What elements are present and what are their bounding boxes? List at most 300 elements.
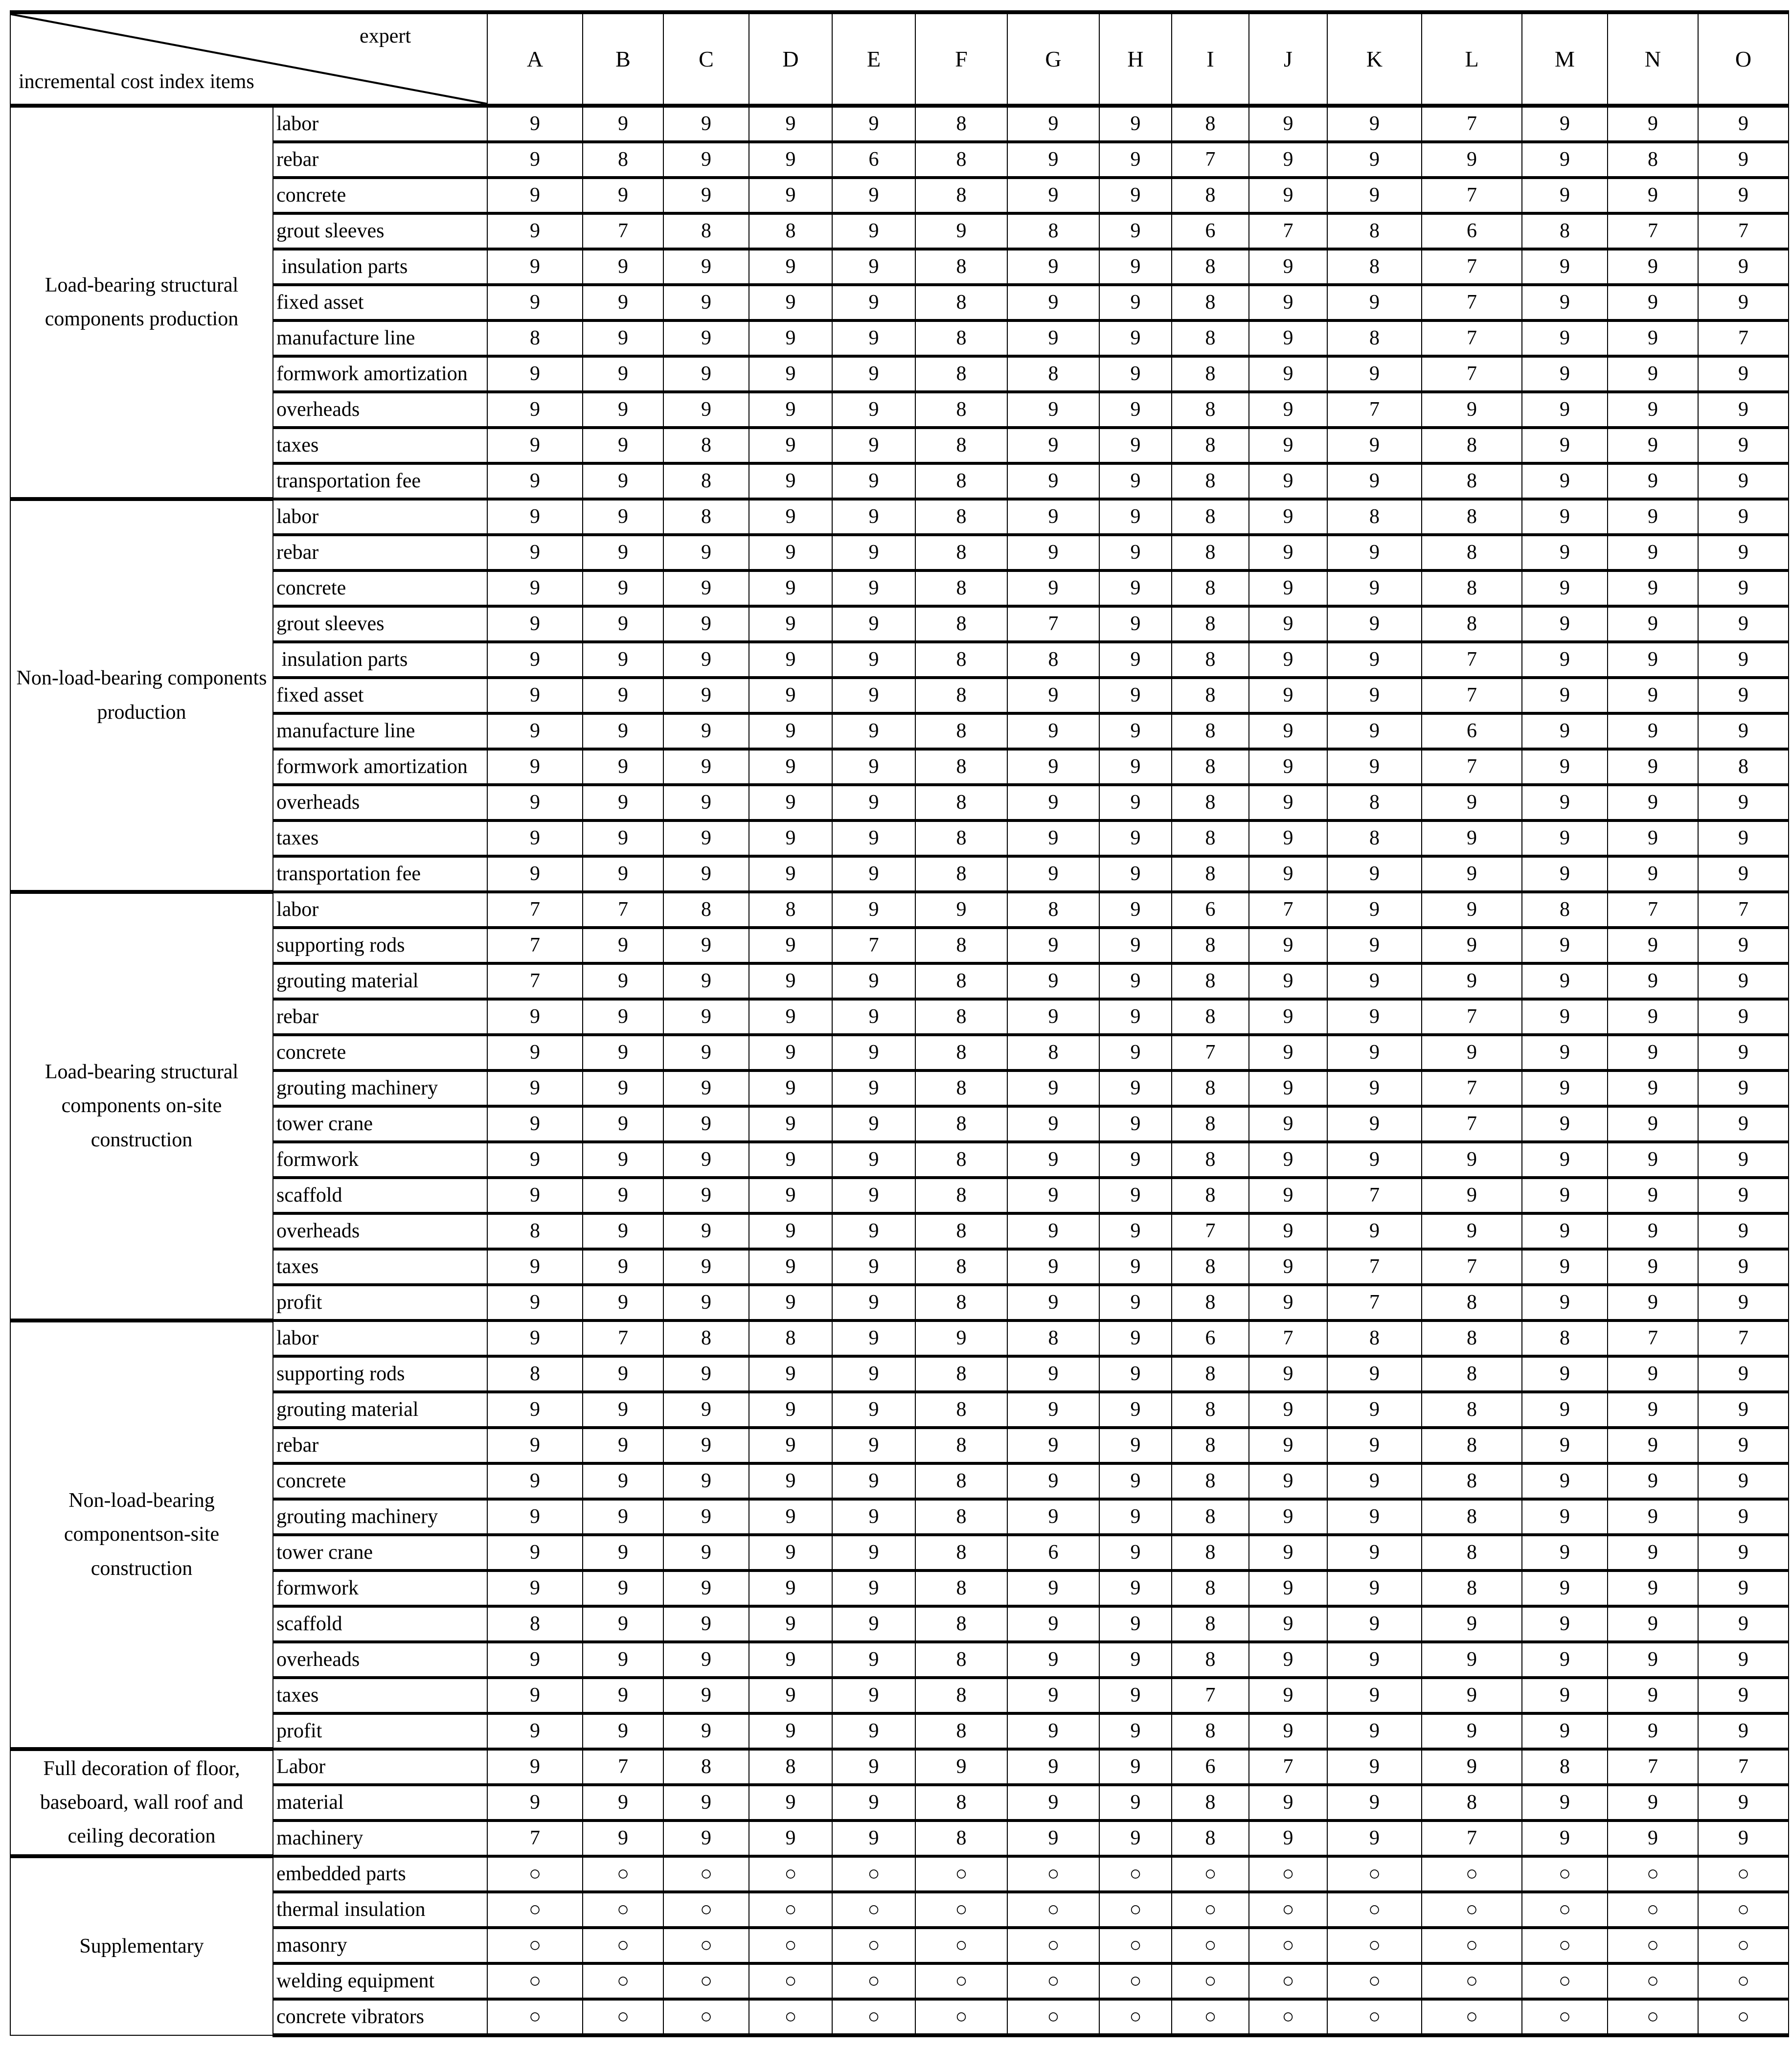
score-cell: 9 bbox=[749, 1821, 832, 1856]
score-cell: 7 bbox=[1422, 1070, 1522, 1106]
score-cell: 9 bbox=[1249, 606, 1327, 642]
score-cell: 8 bbox=[1172, 1463, 1249, 1499]
score-cell: 9 bbox=[1608, 963, 1698, 999]
score-cell: 9 bbox=[583, 1678, 663, 1713]
score-cell: 8 bbox=[487, 320, 583, 356]
score-cell: 8 bbox=[1327, 820, 1422, 856]
score-cell: ○ bbox=[1327, 1892, 1422, 1928]
score-cell: 9 bbox=[1327, 606, 1422, 642]
score-cell: 9 bbox=[1007, 1570, 1099, 1606]
score-cell: 8 bbox=[915, 1535, 1007, 1570]
score-cell: 9 bbox=[832, 570, 915, 606]
score-cell: 7 bbox=[1422, 356, 1522, 392]
score-cell: 7 bbox=[1422, 1106, 1522, 1142]
score-cell: 7 bbox=[487, 963, 583, 999]
score-cell: 9 bbox=[1522, 106, 1608, 142]
score-cell: 9 bbox=[1698, 1570, 1789, 1606]
score-cell: 9 bbox=[1608, 1070, 1698, 1106]
score-cell: 8 bbox=[1422, 1785, 1522, 1821]
score-cell: 9 bbox=[749, 463, 832, 499]
table-row bbox=[10, 213, 1789, 249]
score-cell: 9 bbox=[832, 1428, 915, 1463]
score-cell: 9 bbox=[663, 749, 749, 785]
score-cell: 9 bbox=[1099, 249, 1172, 285]
score-cell: 9 bbox=[915, 213, 1007, 249]
score-cell: 9 bbox=[1608, 749, 1698, 785]
cost-item-cell: grouting material bbox=[273, 963, 487, 999]
table-row bbox=[10, 1821, 1789, 1856]
score-cell: 9 bbox=[1422, 820, 1522, 856]
score-cell: 9 bbox=[1698, 463, 1789, 499]
score-cell: 9 bbox=[1698, 499, 1789, 535]
cost-item-cell: embedded parts bbox=[273, 1856, 487, 1892]
score-cell: 9 bbox=[832, 249, 915, 285]
score-cell: 9 bbox=[1249, 356, 1327, 392]
score-cell: 9 bbox=[1099, 285, 1172, 320]
score-cell: 9 bbox=[583, 1356, 663, 1392]
score-cell: 9 bbox=[1698, 1213, 1789, 1249]
score-cell: 9 bbox=[1608, 1463, 1698, 1499]
score-cell: 9 bbox=[832, 999, 915, 1035]
score-cell: 9 bbox=[1608, 713, 1698, 749]
score-cell: 9 bbox=[1327, 1606, 1422, 1642]
table-row bbox=[10, 749, 1789, 785]
score-cell: 9 bbox=[1698, 1035, 1789, 1070]
score-cell: 9 bbox=[832, 178, 915, 213]
score-cell: 9 bbox=[1249, 928, 1327, 963]
table-row bbox=[10, 928, 1789, 963]
score-cell: 9 bbox=[663, 1285, 749, 1320]
score-cell: 9 bbox=[1522, 1356, 1608, 1392]
score-cell: 9 bbox=[1608, 1785, 1698, 1821]
score-cell: 9 bbox=[663, 356, 749, 392]
score-cell: 8 bbox=[1698, 749, 1789, 785]
score-cell: 9 bbox=[487, 1570, 583, 1606]
score-cell: ○ bbox=[1099, 1963, 1172, 1999]
score-cell: 8 bbox=[1172, 1070, 1249, 1106]
score-cell: 9 bbox=[1007, 463, 1099, 499]
score-cell: 9 bbox=[583, 356, 663, 392]
score-cell: 9 bbox=[663, 642, 749, 678]
score-cell: 9 bbox=[1698, 1070, 1789, 1106]
score-cell: 9 bbox=[663, 178, 749, 213]
score-cell: 8 bbox=[1007, 213, 1099, 249]
cost-item-cell: masonry bbox=[273, 1928, 487, 1963]
score-cell: 9 bbox=[487, 178, 583, 213]
score-cell: 9 bbox=[832, 1320, 915, 1356]
expert-column-header: M bbox=[1522, 12, 1608, 106]
score-cell: ○ bbox=[832, 1856, 915, 1892]
score-cell: 9 bbox=[487, 249, 583, 285]
score-cell: 8 bbox=[915, 320, 1007, 356]
score-cell: 6 bbox=[1172, 892, 1249, 928]
score-cell: 9 bbox=[583, 1070, 663, 1106]
score-cell: 9 bbox=[1099, 142, 1172, 178]
score-cell: 9 bbox=[583, 392, 663, 428]
score-cell: 9 bbox=[1698, 1392, 1789, 1428]
table-row bbox=[10, 1535, 1789, 1570]
score-cell: 8 bbox=[663, 1320, 749, 1356]
score-cell: 9 bbox=[663, 1070, 749, 1106]
score-cell: 9 bbox=[749, 1713, 832, 1749]
score-cell: ○ bbox=[1172, 1928, 1249, 1963]
score-cell: 9 bbox=[487, 713, 583, 749]
score-cell: ○ bbox=[1422, 1999, 1522, 2035]
score-cell: ○ bbox=[1327, 1999, 1422, 2035]
score-cell: 9 bbox=[832, 428, 915, 463]
score-cell: 9 bbox=[663, 249, 749, 285]
score-cell: 9 bbox=[1608, 1213, 1698, 1249]
score-cell: 8 bbox=[1327, 785, 1422, 820]
score-cell: 9 bbox=[1099, 570, 1172, 606]
cost-item-cell: rebar bbox=[273, 1428, 487, 1463]
score-cell: 9 bbox=[1249, 1713, 1327, 1749]
score-cell: 8 bbox=[1172, 1106, 1249, 1142]
score-cell: 8 bbox=[1422, 1320, 1522, 1356]
cost-item-cell: taxes bbox=[273, 428, 487, 463]
score-cell: 9 bbox=[832, 1213, 915, 1249]
score-cell: 7 bbox=[1172, 142, 1249, 178]
score-cell: 8 bbox=[915, 142, 1007, 178]
score-cell: ○ bbox=[915, 1856, 1007, 1892]
score-cell: 9 bbox=[583, 249, 663, 285]
cost-item-cell: supporting rods bbox=[273, 928, 487, 963]
score-cell: 9 bbox=[583, 1428, 663, 1463]
score-cell: 9 bbox=[1007, 1356, 1099, 1392]
score-cell: 8 bbox=[915, 820, 1007, 856]
cost-item-cell: thermal insulation bbox=[273, 1892, 487, 1928]
score-cell: 8 bbox=[915, 856, 1007, 892]
score-cell: 7 bbox=[1422, 1249, 1522, 1285]
score-cell: 9 bbox=[1608, 1535, 1698, 1570]
score-cell: 9 bbox=[1422, 142, 1522, 178]
expert-column-header: J bbox=[1249, 12, 1327, 106]
score-cell: 9 bbox=[1608, 570, 1698, 606]
score-cell: ○ bbox=[1422, 1856, 1522, 1892]
table-row bbox=[10, 678, 1789, 713]
corner-header-cell bbox=[10, 12, 487, 106]
score-cell: 8 bbox=[1422, 606, 1522, 642]
score-cell: 8 bbox=[1522, 1320, 1608, 1356]
score-cell: ○ bbox=[487, 1892, 583, 1928]
score-cell: 9 bbox=[1608, 106, 1698, 142]
cost-item-cell: concrete bbox=[273, 178, 487, 213]
score-cell: 9 bbox=[1608, 178, 1698, 213]
score-cell: 7 bbox=[1422, 999, 1522, 1035]
score-cell: 7 bbox=[1698, 1749, 1789, 1785]
score-cell: 8 bbox=[915, 1285, 1007, 1320]
score-cell: 9 bbox=[1099, 428, 1172, 463]
score-cell: ○ bbox=[1422, 1928, 1522, 1963]
score-cell: 9 bbox=[1522, 785, 1608, 820]
score-cell: ○ bbox=[1007, 1928, 1099, 1963]
score-cell: 9 bbox=[1249, 1285, 1327, 1320]
category-group-cell: Non-load-bearing componentson-site construction bbox=[10, 1320, 273, 1749]
score-cell: 8 bbox=[915, 1570, 1007, 1606]
score-cell: 9 bbox=[1327, 999, 1422, 1035]
score-cell: 9 bbox=[1249, 856, 1327, 892]
score-cell: 8 bbox=[1522, 213, 1608, 249]
score-cell: 9 bbox=[1608, 1678, 1698, 1713]
score-cell: 8 bbox=[487, 1213, 583, 1249]
cost-item-cell: Labor bbox=[273, 1749, 487, 1785]
expert-column-header: L bbox=[1422, 12, 1522, 106]
score-cell: 9 bbox=[1007, 1142, 1099, 1178]
score-cell: 9 bbox=[1007, 1785, 1099, 1821]
score-cell: 9 bbox=[1698, 1785, 1789, 1821]
score-cell: 9 bbox=[749, 749, 832, 785]
score-cell: ○ bbox=[1522, 1928, 1608, 1963]
score-cell: 8 bbox=[1172, 1392, 1249, 1428]
score-cell: ○ bbox=[663, 1963, 749, 1999]
score-cell: 8 bbox=[915, 1356, 1007, 1392]
score-cell: 8 bbox=[1172, 606, 1249, 642]
score-cell: 9 bbox=[583, 1463, 663, 1499]
score-cell: 9 bbox=[1007, 1749, 1099, 1785]
score-cell: 9 bbox=[749, 570, 832, 606]
score-cell: ○ bbox=[749, 1892, 832, 1928]
score-cell: 9 bbox=[1698, 1356, 1789, 1392]
score-cell: 9 bbox=[583, 785, 663, 820]
score-cell: 8 bbox=[1327, 213, 1422, 249]
score-cell: 9 bbox=[1007, 856, 1099, 892]
score-cell: ○ bbox=[1698, 1892, 1789, 1928]
score-cell: 9 bbox=[1099, 1178, 1172, 1213]
cost-item-cell: insulation parts bbox=[273, 249, 487, 285]
score-cell: 9 bbox=[1099, 999, 1172, 1035]
score-cell: 9 bbox=[1249, 785, 1327, 820]
score-cell: 8 bbox=[749, 892, 832, 928]
score-cell: 8 bbox=[915, 106, 1007, 142]
score-cell: 8 bbox=[1422, 1392, 1522, 1428]
score-cell: 8 bbox=[487, 1356, 583, 1392]
cost-item-cell: labor bbox=[273, 499, 487, 535]
score-cell: 9 bbox=[1608, 1428, 1698, 1463]
score-cell: 7 bbox=[1172, 1213, 1249, 1249]
score-cell: 8 bbox=[915, 678, 1007, 713]
score-cell: 9 bbox=[1327, 678, 1422, 713]
table-row bbox=[10, 999, 1789, 1035]
score-cell: 8 bbox=[1172, 320, 1249, 356]
table-row bbox=[10, 1928, 1789, 1963]
score-cell: 9 bbox=[487, 499, 583, 535]
score-cell: ○ bbox=[1522, 1999, 1608, 2035]
score-cell: 9 bbox=[749, 285, 832, 320]
table-row bbox=[10, 142, 1789, 178]
score-cell: 9 bbox=[1698, 1178, 1789, 1213]
score-cell: 9 bbox=[1608, 606, 1698, 642]
score-cell: 6 bbox=[1172, 213, 1249, 249]
score-cell: 9 bbox=[1608, 1356, 1698, 1392]
score-cell: 9 bbox=[1698, 999, 1789, 1035]
score-cell: ○ bbox=[1327, 1963, 1422, 1999]
score-cell: 9 bbox=[832, 1785, 915, 1821]
cost-item-cell: concrete bbox=[273, 570, 487, 606]
table-row bbox=[10, 1178, 1789, 1213]
score-cell: 9 bbox=[487, 606, 583, 642]
score-cell: 9 bbox=[1249, 1463, 1327, 1499]
cost-item-cell: transportation fee bbox=[273, 856, 487, 892]
score-cell: 9 bbox=[583, 1821, 663, 1856]
score-cell: 9 bbox=[1007, 1642, 1099, 1678]
score-cell: 9 bbox=[832, 285, 915, 320]
score-cell: 9 bbox=[1007, 570, 1099, 606]
score-cell: 7 bbox=[1327, 1249, 1422, 1285]
score-cell: ○ bbox=[1249, 1856, 1327, 1892]
score-cell: 9 bbox=[749, 1535, 832, 1570]
score-cell: 9 bbox=[1249, 535, 1327, 570]
expert-column-header: F bbox=[915, 12, 1007, 106]
score-cell: 9 bbox=[832, 963, 915, 999]
score-cell: 9 bbox=[1249, 963, 1327, 999]
score-cell: 9 bbox=[832, 1070, 915, 1106]
table-row bbox=[10, 642, 1789, 678]
score-cell: 7 bbox=[583, 213, 663, 249]
score-cell: 9 bbox=[1422, 928, 1522, 963]
score-cell: 8 bbox=[915, 178, 1007, 213]
score-cell: 7 bbox=[1172, 1035, 1249, 1070]
score-cell: 9 bbox=[583, 642, 663, 678]
score-cell: 9 bbox=[1099, 1320, 1172, 1356]
score-cell: ○ bbox=[832, 1963, 915, 1999]
table-row bbox=[10, 713, 1789, 749]
score-cell: 9 bbox=[487, 678, 583, 713]
score-cell: 9 bbox=[1099, 1213, 1172, 1249]
score-cell: 9 bbox=[583, 606, 663, 642]
score-cell: 9 bbox=[1698, 535, 1789, 570]
score-cell: 9 bbox=[1698, 856, 1789, 892]
score-cell: 9 bbox=[1422, 1035, 1522, 1070]
score-cell: 9 bbox=[1249, 1213, 1327, 1249]
score-cell: 9 bbox=[487, 1642, 583, 1678]
score-cell: 9 bbox=[663, 392, 749, 428]
score-cell: 9 bbox=[749, 785, 832, 820]
score-cell: 8 bbox=[1172, 1142, 1249, 1178]
score-cell: 8 bbox=[915, 606, 1007, 642]
score-cell: 9 bbox=[1249, 1392, 1327, 1428]
score-cell: 9 bbox=[1327, 928, 1422, 963]
score-cell: ○ bbox=[1172, 1856, 1249, 1892]
score-cell: 9 bbox=[1007, 499, 1099, 535]
score-cell: 9 bbox=[1522, 928, 1608, 963]
score-cell: 7 bbox=[1422, 678, 1522, 713]
score-cell: 8 bbox=[915, 356, 1007, 392]
score-cell: ○ bbox=[1099, 1928, 1172, 1963]
score-cell: 9 bbox=[1522, 1713, 1608, 1749]
score-cell: 9 bbox=[1422, 1749, 1522, 1785]
score-cell: ○ bbox=[1698, 1856, 1789, 1892]
score-cell: 9 bbox=[1327, 428, 1422, 463]
score-cell: 9 bbox=[1249, 1535, 1327, 1570]
score-cell: ○ bbox=[583, 1856, 663, 1892]
score-cell: 8 bbox=[915, 392, 1007, 428]
table-row bbox=[10, 1142, 1789, 1178]
score-cell: 9 bbox=[1522, 856, 1608, 892]
score-cell: 9 bbox=[583, 749, 663, 785]
cost-item-cell: concrete bbox=[273, 1463, 487, 1499]
cost-item-cell: scaffold bbox=[273, 1606, 487, 1642]
score-cell: 9 bbox=[749, 606, 832, 642]
expert-column-header: B bbox=[583, 12, 663, 106]
score-cell: 9 bbox=[1698, 1713, 1789, 1749]
score-cell: 9 bbox=[1007, 106, 1099, 142]
score-cell: 7 bbox=[1608, 892, 1698, 928]
score-cell: 9 bbox=[1007, 1285, 1099, 1320]
category-group-cell: Load-bearing structural components production bbox=[10, 106, 273, 499]
score-cell: 9 bbox=[1327, 1463, 1422, 1499]
score-cell: 9 bbox=[1522, 1249, 1608, 1285]
score-cell: 9 bbox=[1608, 999, 1698, 1035]
score-cell: ○ bbox=[1608, 1856, 1698, 1892]
table-row bbox=[10, 606, 1789, 642]
score-cell: 9 bbox=[1327, 1106, 1422, 1142]
score-cell: 8 bbox=[749, 1320, 832, 1356]
score-cell: 9 bbox=[1007, 285, 1099, 320]
score-cell: 9 bbox=[832, 1642, 915, 1678]
score-cell: 9 bbox=[1327, 749, 1422, 785]
score-cell: 9 bbox=[1007, 1606, 1099, 1642]
table-row bbox=[10, 963, 1789, 999]
corner-label-items: incremental cost index items bbox=[19, 70, 254, 93]
cost-item-cell: welding equipment bbox=[273, 1963, 487, 1999]
score-cell: 9 bbox=[1249, 642, 1327, 678]
score-cell: 9 bbox=[1327, 535, 1422, 570]
score-cell: 9 bbox=[832, 1821, 915, 1856]
score-cell: ○ bbox=[1698, 1963, 1789, 1999]
score-cell: 9 bbox=[487, 142, 583, 178]
score-cell: 8 bbox=[915, 1070, 1007, 1106]
score-cell: 9 bbox=[487, 820, 583, 856]
score-cell: 9 bbox=[832, 892, 915, 928]
score-cell: 9 bbox=[1099, 642, 1172, 678]
table-row bbox=[10, 178, 1789, 213]
score-cell: 9 bbox=[1698, 142, 1789, 178]
score-cell: 8 bbox=[915, 963, 1007, 999]
score-cell: 9 bbox=[487, 392, 583, 428]
score-cell: 9 bbox=[749, 642, 832, 678]
score-cell: ○ bbox=[663, 1928, 749, 1963]
score-cell: 9 bbox=[1522, 1499, 1608, 1535]
score-cell: ○ bbox=[1249, 1963, 1327, 1999]
score-cell: 9 bbox=[583, 285, 663, 320]
score-cell: 9 bbox=[832, 356, 915, 392]
table-row bbox=[10, 1106, 1789, 1142]
cost-item-cell: tower crane bbox=[273, 1106, 487, 1142]
score-cell: 7 bbox=[1422, 178, 1522, 213]
score-cell: 9 bbox=[749, 178, 832, 213]
score-cell: 9 bbox=[1327, 356, 1422, 392]
score-cell: 9 bbox=[749, 1213, 832, 1249]
score-cell: 9 bbox=[832, 392, 915, 428]
score-cell: 9 bbox=[1007, 178, 1099, 213]
score-cell: 9 bbox=[1249, 1428, 1327, 1463]
score-cell: 9 bbox=[1099, 1642, 1172, 1678]
score-cell: 9 bbox=[583, 1642, 663, 1678]
score-cell: 9 bbox=[1007, 928, 1099, 963]
score-cell: 9 bbox=[749, 1642, 832, 1678]
table-row bbox=[10, 1856, 1789, 1892]
score-cell: 9 bbox=[663, 1713, 749, 1749]
score-cell: 9 bbox=[1099, 1821, 1172, 1856]
table-row bbox=[10, 1785, 1789, 1821]
score-cell: 9 bbox=[749, 713, 832, 749]
table-row bbox=[10, 499, 1789, 535]
score-cell: 8 bbox=[915, 463, 1007, 499]
score-cell: 8 bbox=[1007, 356, 1099, 392]
score-cell: 8 bbox=[1422, 1535, 1522, 1570]
score-cell: 9 bbox=[663, 1356, 749, 1392]
score-cell: ○ bbox=[749, 1856, 832, 1892]
